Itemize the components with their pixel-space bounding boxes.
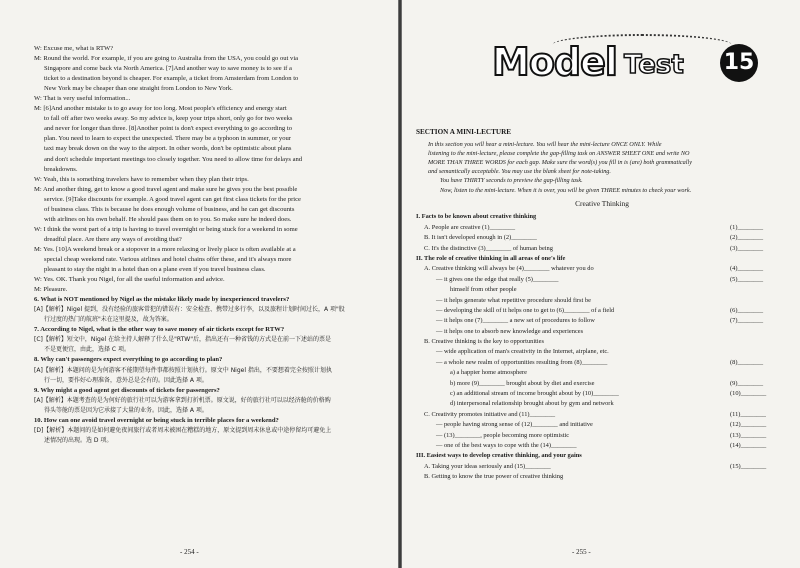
outline-row — [416, 327, 788, 337]
answer-blank[interactable]: (8)________ — [730, 358, 764, 366]
outline-row — [416, 233, 788, 243]
instruction-line: You have THIRTY seconds to preview the gap-filling task. — [440, 177, 583, 185]
transcript-line: W: I think the worst part of a trip is having to travel overnight or being stuck for a weekend in some — [34, 225, 298, 233]
transcript-line: M: Pleasure. — [34, 286, 68, 294]
outline-row — [416, 368, 788, 378]
model-test-logo — [492, 34, 762, 88]
outline-row — [416, 347, 788, 357]
question-line: 9. Why might a good agent get discounts of tickets for passengers? — [34, 386, 220, 394]
logo-word-model: Model — [492, 40, 617, 84]
answer-blank[interactable]: (15)________ — [730, 462, 767, 470]
logo-word-test: Test — [624, 50, 684, 80]
answer-blank[interactable]: (11)________ — [730, 410, 766, 418]
transcript-line: and never for longer than three. [8]Another point is don't expect everything to go according to — [44, 125, 293, 133]
outline-text: c) an additional stream of income brought about by (10)________ — [450, 390, 619, 398]
outline-row — [416, 244, 788, 254]
section-title: SECTION A MINI-LECTURE — [416, 128, 512, 136]
left-page — [0, 0, 398, 568]
outline-text: — it helps one (7)________ a new set of procedures to follow — [436, 317, 595, 325]
answer-line: 述情况的出现。选 D 项。 — [44, 436, 113, 444]
outline-text: — one of the best ways to cope with the (14)________ — [436, 442, 577, 449]
outline-text: b) more (9)________ brought about by diet and exercise — [450, 379, 595, 387]
outline-text: — wide application of man's creativity in the Internet, airplane, etc. — [436, 348, 609, 356]
answer-line: 得头等舱的票是因为它承接了大量的业务。因此，选择 A 项。 — [44, 406, 208, 414]
answer-blank[interactable]: (10)________ — [730, 390, 767, 398]
outline-text: — it helps generate what repetitive procedure should first be — [436, 296, 591, 304]
transcript-line: to fall off after two weeks away. So my advice is, keep your trips short, only go for two weeks — [44, 115, 293, 123]
transcript-line: pleasant to stay the night in a hotel than on a plane even if you travel business class. — [44, 266, 266, 274]
outline-text: A. Taking your ideas seriously and (15)________ — [424, 462, 551, 470]
outline-text: C. It's the distinctive (3)________ of human being — [424, 244, 553, 252]
outline-text: B. Creative thinking is the key to opportunities — [424, 338, 544, 346]
outline-text: A. People are creative (1)________ — [424, 223, 516, 231]
transcript-line: ticket to a destination beyond is cheaper. For example, a ticket from Amsterdam from London to — [44, 75, 299, 83]
question-line: 10. How can one avoid travel overnight or being stuck in terrible places for a weekend? — [34, 416, 279, 424]
outline-row — [416, 399, 788, 409]
instruction-line: listening to the mini-lecture, please complete the gap-filling task on ANSWER SHEET ONE and write NO — [428, 149, 690, 157]
outline-text: B. Getting to know the true power of creative thinking — [424, 473, 564, 481]
transcript-line: service. [9]Take discounts for example. A good travel agent can get first class tickets for the price — [44, 195, 301, 203]
outline-text: C. Creativity promotes initiative and (11)________ — [424, 410, 556, 418]
transcript-line: plan. You need to learn to expect the unexpected. There may be a typhoon in summer, or your — [44, 135, 291, 143]
transcript-column — [34, 44, 376, 446]
transcript-line: of business class. This is because he does enough volume of business, and he can get discounts — [44, 205, 295, 213]
transcript-line: and don't schedule important meetings too closely together. You need to allow time for delays and — [44, 155, 303, 163]
answer-blank[interactable]: (1)________ — [730, 223, 764, 231]
instruction-line: MORE THAN THREE WORDS for each gap. Make sure the word(s) you fill in is (are) both grammatically — [428, 159, 692, 166]
answer-blank[interactable]: (9)________ — [730, 379, 764, 387]
answer-blank[interactable]: (2)________ — [730, 234, 764, 242]
transcript-line: with airlines on his own behalf. He should pass them on to you. So make sure he indeed does. — [44, 215, 292, 223]
answer-blank[interactable]: (14)________ — [730, 442, 767, 449]
answer-line: 不是更便宜，由此，选择 C 项。 — [44, 346, 131, 354]
transcript-line: M: Yes. [10]A weekend break or a stopover in a more relaxing or lively place is often available at a — [34, 245, 296, 253]
right-page — [402, 0, 800, 568]
outline-row — [416, 410, 788, 420]
outline-row — [416, 420, 788, 430]
instruction-line: Now, listen to the mini-lecture. When it is over, you will be given THREE minutes to check your work. — [440, 186, 692, 194]
instruction-line: In this section you will hear a mini-lecture. You will hear the mini-lecture ONCE ONLY. While — [428, 140, 662, 148]
outline-text: — people having strong sense of (12)________ and initiative — [436, 421, 593, 429]
outline-text: III. Easiest ways to develop creative thinking, and your gains — [416, 452, 582, 460]
outline-text: — it gives one the edge that really (5)________ — [436, 275, 559, 283]
question-line: 8. Why can't passengers expect everything to go according to plan? — [34, 356, 223, 364]
outline-row — [416, 296, 788, 306]
outline-text: — developing the skill of it helps one to get to (6)________ of a field — [436, 306, 615, 314]
outline-text: A. Creative thinking will always be (4)________ whatever you do — [424, 265, 594, 273]
outline-list — [416, 212, 788, 482]
page-number-right: - 255 - — [572, 548, 591, 556]
transcript-line: breakdowns. — [44, 165, 78, 173]
question-line: 7. According to Nigel, what is the other way to save money of air tickets except for RTW? — [34, 326, 285, 334]
transcript-line: M: [6]And another mistake is to go away for too long. Most people's efficiency and energy start — [34, 105, 287, 113]
instruction-line: and semantically acceptable. You may use the blank sheet for note-taking. — [428, 168, 611, 176]
transcript-line: New York may be cheaper than one straight from London to New York. — [44, 85, 233, 93]
lecture-title: Creative Thinking — [575, 198, 629, 208]
transcript-line: Singapore and come back via North America. [7]And another way to save money is to see if a — [44, 65, 292, 73]
answer-line: [A]【解析】本题问的是为何游客不能期望每件事都按照计划执行。原文中 Nigel 指出，不要想着完全按照计划执 — [34, 366, 332, 374]
transcript-line: M: Round the world. For example, if you are going to Australia from the USA, you could go out via — [34, 55, 299, 63]
outline-row — [416, 451, 788, 461]
outline-text: himself from other people — [450, 286, 517, 294]
answer-line: [A]【解析】本题考查的是为何好的旅行社可以为游客拿到打折机票。原文说，好的旅行社可以以经济舱的价格购 — [34, 396, 331, 404]
outline-text: d) interpersonal relationship brought about by gym and network — [450, 400, 614, 408]
outline-row — [416, 379, 788, 389]
outline-row — [416, 389, 788, 399]
outline-row — [416, 441, 788, 451]
transcript-line: M: And another thing, get to know a good travel agent and make sure he gives you the best possible — [34, 185, 298, 193]
instructions — [428, 140, 784, 195]
transcript-line: special cheap weekend rate. Various airlines and hotel chains offer these, and it's always more — [44, 255, 292, 263]
answer-line: [D]【解析】本题问的是如何避免夜间旅行或者周末被困在糟糕的地方，原文提到周末休息或中途停留均可避免上 — [34, 426, 332, 434]
answer-blank[interactable]: (6)________ — [730, 306, 764, 314]
answer-blank[interactable]: (3)________ — [730, 244, 764, 252]
transcript-line: W: Yeah, this is something travelers have to remember when they plan their trips. — [34, 175, 249, 183]
outline-row — [416, 254, 788, 264]
outline-row — [416, 431, 788, 441]
transcript-line: W: That is very useful information... — [34, 95, 131, 103]
transcript-line: taxi may break down on the way to the airport. In other words, don't be optimistic about plans — [44, 145, 292, 153]
answer-line: 行过度的热门的航班"未在这里提及，故为答案。 — [44, 316, 173, 324]
outline-text: I. Facts to be known about creative thinking — [416, 213, 537, 221]
outline-text: II. The role of creative thinking in all areas of one's life — [416, 254, 566, 262]
outline-text: — (13)________, people becoming more optimistic — [436, 431, 570, 439]
transcript-line: W: Yes. OK. Thank you Nigel, for all the useful information and advice. — [34, 276, 225, 284]
outline-row — [416, 285, 788, 295]
answer-blank[interactable]: (12)________ — [730, 421, 767, 429]
outline-row — [416, 275, 788, 285]
transcript-line: dreadful place. Are there any ways of avoiding that? — [44, 235, 182, 243]
outline-row — [416, 316, 788, 326]
outline-row — [416, 337, 788, 347]
outline-row — [416, 306, 788, 316]
outline-row — [416, 212, 788, 222]
answer-line: [C]【解析】短文中，Nigel 在给主持人解释了什么是"RTW"后，指出还有一种省钱的方式是在前一下述站的票是 — [34, 336, 331, 344]
outline-text: a) a happier home atmosphere — [450, 369, 528, 377]
answer-blank[interactable]: (7)________ — [730, 317, 764, 325]
answer-line: [A]【解析】Nigel 提到，没有经验的旅客常犯的错误有：安全检查、携带过多行李，以及旅程计划时间过长，A 项"股 — [34, 306, 345, 314]
logo-number-badge: 15 — [720, 44, 758, 82]
gap-filling-task — [416, 128, 788, 483]
outline-text: B. It isn't developed enough in (2)________ — [424, 234, 537, 242]
outline-text: — it helps one to absorb new knowledge and experiences — [436, 327, 584, 335]
outline-text: — a whole new realm of opportunities resulting from (8)________ — [436, 358, 608, 366]
question-line: 6. What is NOT mentioned by Nigel as the mistake likely made by inexperienced travelers? — [34, 296, 290, 304]
answer-blank[interactable]: (5)________ — [730, 275, 764, 283]
outline-row — [416, 223, 788, 233]
answer-blank[interactable]: (4)________ — [730, 265, 764, 273]
outline-row — [416, 472, 788, 482]
outline-row — [416, 358, 788, 368]
transcript-line: W: Excuse me, what is RTW? — [34, 45, 114, 52]
page-number-left: - 254 - — [180, 548, 199, 556]
outline-row — [416, 462, 788, 472]
outline-row — [416, 264, 788, 274]
answer-blank[interactable]: (13)________ — [730, 431, 767, 439]
answer-line: 行一切，要作好心理准备，意外总是会有的。因此选择 A 项。 — [44, 376, 208, 384]
